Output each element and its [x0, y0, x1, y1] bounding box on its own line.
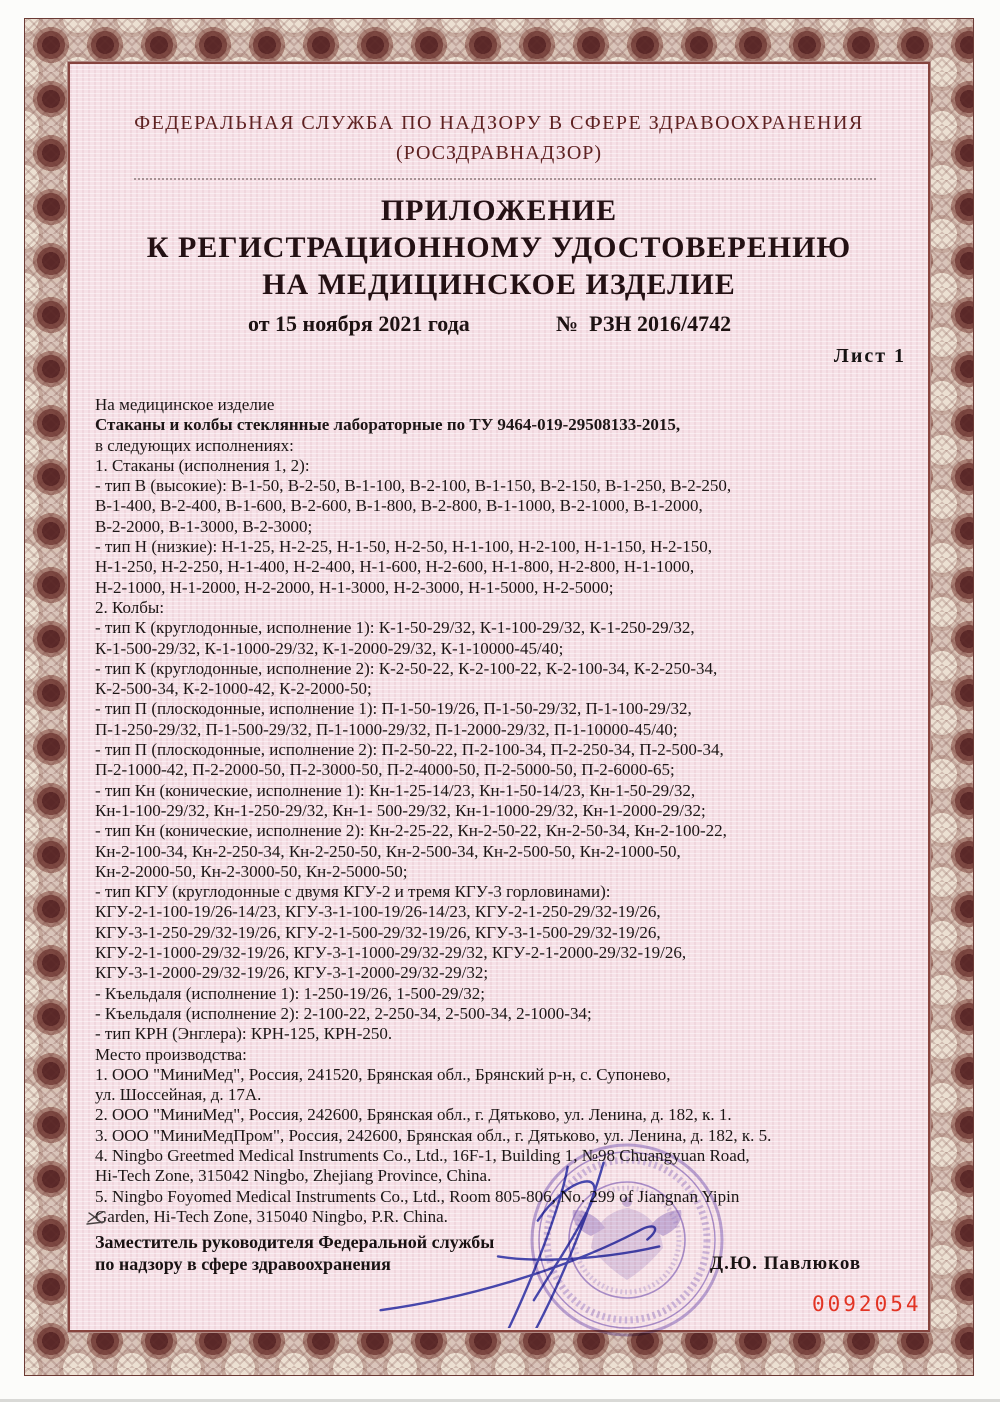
document-line: - тип К (круглодонные, исполнение 2): К-2-50-22, К-2-100-22, К-2-100-34, К-2-250-34, — [95, 658, 718, 678]
sheet-number: Лист 1 — [833, 345, 907, 367]
document-line: 3. ООО "МиниМедПром", Россия, 242600, Брянская обл., г. Дятьково, ул. Ленина, д. 182, к. 5. — [95, 1125, 772, 1145]
document-line: ул. Шоссейная, д. 17А. — [95, 1085, 262, 1105]
document-line: - тип К (круглодонные, исполнение 1): К-1-50-29/32, К-1-100-29/32, К-1-250-29/32, — [95, 618, 695, 638]
document-line: Hi-Tech Zone, 315042 Ningbo, Zhejiang Province, China. — [95, 1166, 492, 1186]
document-line: - Къельдаля (исполнение 2): 2-100-22, 2-250-34, 2-500-34, 2-1000-34; — [95, 1003, 592, 1023]
document-body-lines — [95, 395, 916, 1227]
document-line: К-2-500-34, К-2-1000-42, К-2-2000-50; — [95, 679, 372, 699]
document-line: Стаканы и колбы стеклянные лабораторные по ТУ 9464-019-29508133-2015, — [95, 415, 681, 435]
dashed-separator — [134, 178, 876, 180]
document-line: КГУ-3-1-250-29/32-19/26, КГУ-2-1-500-29/32-19/26, КГУ-3-1-500-29/32-19/26, — [95, 922, 661, 942]
document-title-line: К РЕГИСТРАЦИОННОМУ УДОСТОВЕРЕНИЮ — [146, 231, 852, 264]
document-line: 5. Ningbo Foyomed Medical Instruments Co., Ltd., Room 805-806, No. 299 of Jiangnan Yipin — [95, 1186, 740, 1206]
document-line: Garden, Hi-Tech Zone, 315040 Ningbo, P.R. China. — [95, 1206, 448, 1226]
document-line: - тип П (плоскодонные, исполнение 1): П-1-50-19/26, П-1-50-29/32, П-1-100-29/32, — [95, 699, 692, 719]
document-line: Кн-2-100-34, Кн-2-250-34, Кн-2-250-50, Кн-2-500-34, Кн-2-500-50, Кн-2-1000-50, — [95, 841, 681, 861]
date-issued: от 15 ноября 2021 года — [248, 311, 470, 336]
document-line: На медицинское изделие — [95, 395, 275, 414]
document-line: К-1-500-29/32, К-1-1000-29/32, К-1-2000-29/32, К-1-10000-45/40; — [95, 638, 564, 658]
document-line: 1. Стаканы (исполнения 1, 2): — [95, 455, 310, 475]
document-line: 2. Колбы: — [95, 597, 165, 617]
document-title — [70, 192, 928, 303]
document-line: - тип КРН (Энглера): КРН-125, КРН-250. — [95, 1024, 393, 1044]
document-line: КГУ-3-1-2000-29/32-19/26, КГУ-3-1-2000-29/32-29/32; — [95, 963, 489, 983]
agency-abbreviation: (РОСЗДРАВНАДЗОР) — [395, 142, 603, 164]
document-line: 2. ООО "МиниМед", Россия, 242600, Брянская обл., г. Дятьково, ул. Ленина, д. 182, к. 1. — [95, 1105, 732, 1125]
certificate-panel — [68, 62, 930, 1332]
document-title-line: НА МЕДИЦИНСКОЕ ИЗДЕЛИЕ — [262, 268, 736, 301]
document-line: Кн-1-100-29/32, Кн-1-250-29/32, Кн-1- 500-29/32, Кн-1-1000-29/32, Кн-1-2000-29/32; — [95, 800, 706, 820]
date-number-row — [70, 311, 928, 337]
document-line: - тип В (высокие): В-1-50, В-2-50, В-1-100, В-2-100, В-1-150, В-2-150, В-1-250, В-2-250, — [95, 476, 732, 496]
document-line: - тип Кн (конические, исполнение 2): Кн-2-25-22, Кн-2-50-22, Кн-2-50-34, Кн-2-100-22, — [95, 821, 727, 841]
document-line: - тип КГУ (круглодонные с двумя КГУ-2 и тремя КГУ-3 горловинами): — [95, 882, 611, 902]
agency-header — [70, 108, 928, 168]
document-line: - тип П (плоскодонные, исполнение 2): П-2-50-22, П-2-100-34, П-2-250-34, П-2-500-34, — [95, 740, 724, 760]
document-line: П-1-250-29/32, П-1-500-29/32, П-1-1000-29/32, П-1-2000-29/32, П-1-10000-45/40; — [95, 719, 678, 739]
document-line: Кн-2-2000-50, Кн-2-3000-50, Кн-2-5000-50; — [95, 861, 408, 881]
document-line: КГУ-2-1-100-19/26-14/23, КГУ-3-1-100-19/26-14/23, КГУ-2-1-250-29/32-19/26, — [95, 902, 661, 922]
document-line: в следующих исполнениях: — [95, 435, 294, 455]
agency-name: ФЕДЕРАЛЬНАЯ СЛУЖБА ПО НАДЗОРУ В СФЕРЕ ЗДРАВООХРАНЕНИЯ — [134, 112, 864, 134]
document-line: Н-1-250, Н-2-250, Н-1-400, Н-2-400, Н-1-600, Н-2-600, Н-1-800, Н-2-800, Н-1-1000, — [95, 557, 695, 577]
document-line: - тип Кн (конические, исполнение 1): Кн-1-25-14/23, Кн-1-50-14/23, Кн-1-50-29/32, — [95, 780, 696, 800]
document-title-line: ПРИЛОЖЕНИЕ — [380, 194, 618, 227]
document-line: КГУ-2-1-1000-29/32-19/26, КГУ-3-1-1000-29/32-29/32, КГУ-2-1-2000-29/32-19/26, — [95, 943, 687, 963]
document-line: - тип Н (низкие): Н-1-25, Н-2-25, Н-1-50, Н-2-50, Н-1-100, Н-2-100, Н-1-150, Н-2-150, — [95, 537, 712, 557]
official-position-line: Заместитель руководителя Федеральной службы — [95, 1232, 495, 1252]
document-line: Н-2-1000, Н-1-2000, Н-2-2000, Н-1-3000, Н-2-3000, Н-1-5000, Н-2-5000; — [95, 577, 614, 597]
document-line: - Къельдаля (исполнение 1): 1-250-19/26, 1-500-29/32; — [95, 983, 485, 1003]
signatory-name: Д.Ю. Павлюков — [710, 1253, 862, 1274]
certificate-border — [24, 18, 974, 1376]
document-line: 1. ООО "МиниМед", Россия, 241520, Брянская обл., Брянский р-н, с. Супонево, — [95, 1064, 671, 1084]
document-line: 4. Ningbo Greetmed Medical Instruments Co., Ltd., 16F-1, Building 1, №98 Chuangyuan Road, — [95, 1145, 750, 1165]
certificate-number: № РЗН 2016/4742 — [556, 311, 732, 336]
serial-number: 0092054 — [812, 1292, 922, 1316]
official-position — [95, 1232, 494, 1275]
document-line: В-2-2000, В-1-3000, В-2-3000; — [95, 516, 313, 536]
official-position-line: по надзору в сфере здравоохранения — [95, 1253, 391, 1274]
document-line: П-2-1000-42, П-2-2000-50, П-2-3000-50, П-2-4000-50, П-2-5000-50, П-2-6000-65; — [95, 760, 675, 780]
cut-mark-icon — [86, 1210, 106, 1226]
official-stamp-icon — [527, 1140, 727, 1340]
document-line: Место производства: — [95, 1044, 247, 1064]
document-line: В-1-400, В-2-400, В-1-600, В-2-600, В-1-800, В-2-800, В-1-1000, В-2-1000, В-1-2000, — [95, 496, 703, 516]
